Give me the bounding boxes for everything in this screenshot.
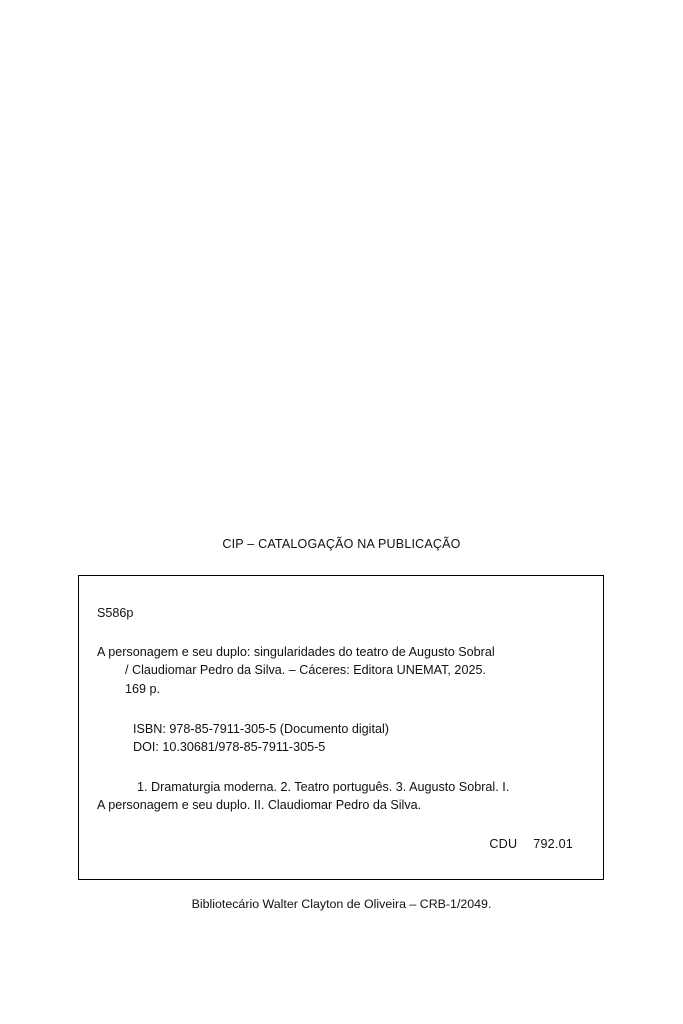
title-line-2: / Claudiomar Pedro da Silva. – Cáceres: Editora UNEMAT, 2025. [125, 663, 486, 678]
cdu-classification [97, 835, 587, 854]
subject-line-2: A personagem e seu duplo. II. Claudiomar Pedro da Silva. [97, 798, 422, 813]
subject-headings [97, 778, 587, 815]
cip-record-box [78, 575, 604, 880]
librarian-credit: Bibliotecário Walter Clayton de Oliveira – CRB-1/2049. [191, 897, 492, 911]
call-number: S586p [97, 606, 134, 620]
identifier-block [97, 720, 587, 757]
cip-record-content [97, 604, 587, 854]
title-statement [97, 643, 587, 699]
cdu-value: 792.01 [533, 837, 573, 851]
cdu-label: CDU [489, 837, 518, 851]
subject-line-1: 1. Dramaturgia moderna. 2. Teatro português. 3. Augusto Sobral. I. [137, 779, 510, 794]
doi-line: DOI: 10.30681/978-85-7911-305-5 [133, 740, 326, 755]
title-line-1: A personagem e seu duplo: singularidades do teatro de Augusto Sobral [97, 644, 495, 659]
extent: 169 p. [125, 681, 161, 696]
cip-heading: CIP – CATALOGAÇÃO NA PUBLICAÇÃO [222, 537, 461, 551]
isbn-line: ISBN: 978-85-7911-305-5 (Documento digital) [133, 721, 389, 736]
